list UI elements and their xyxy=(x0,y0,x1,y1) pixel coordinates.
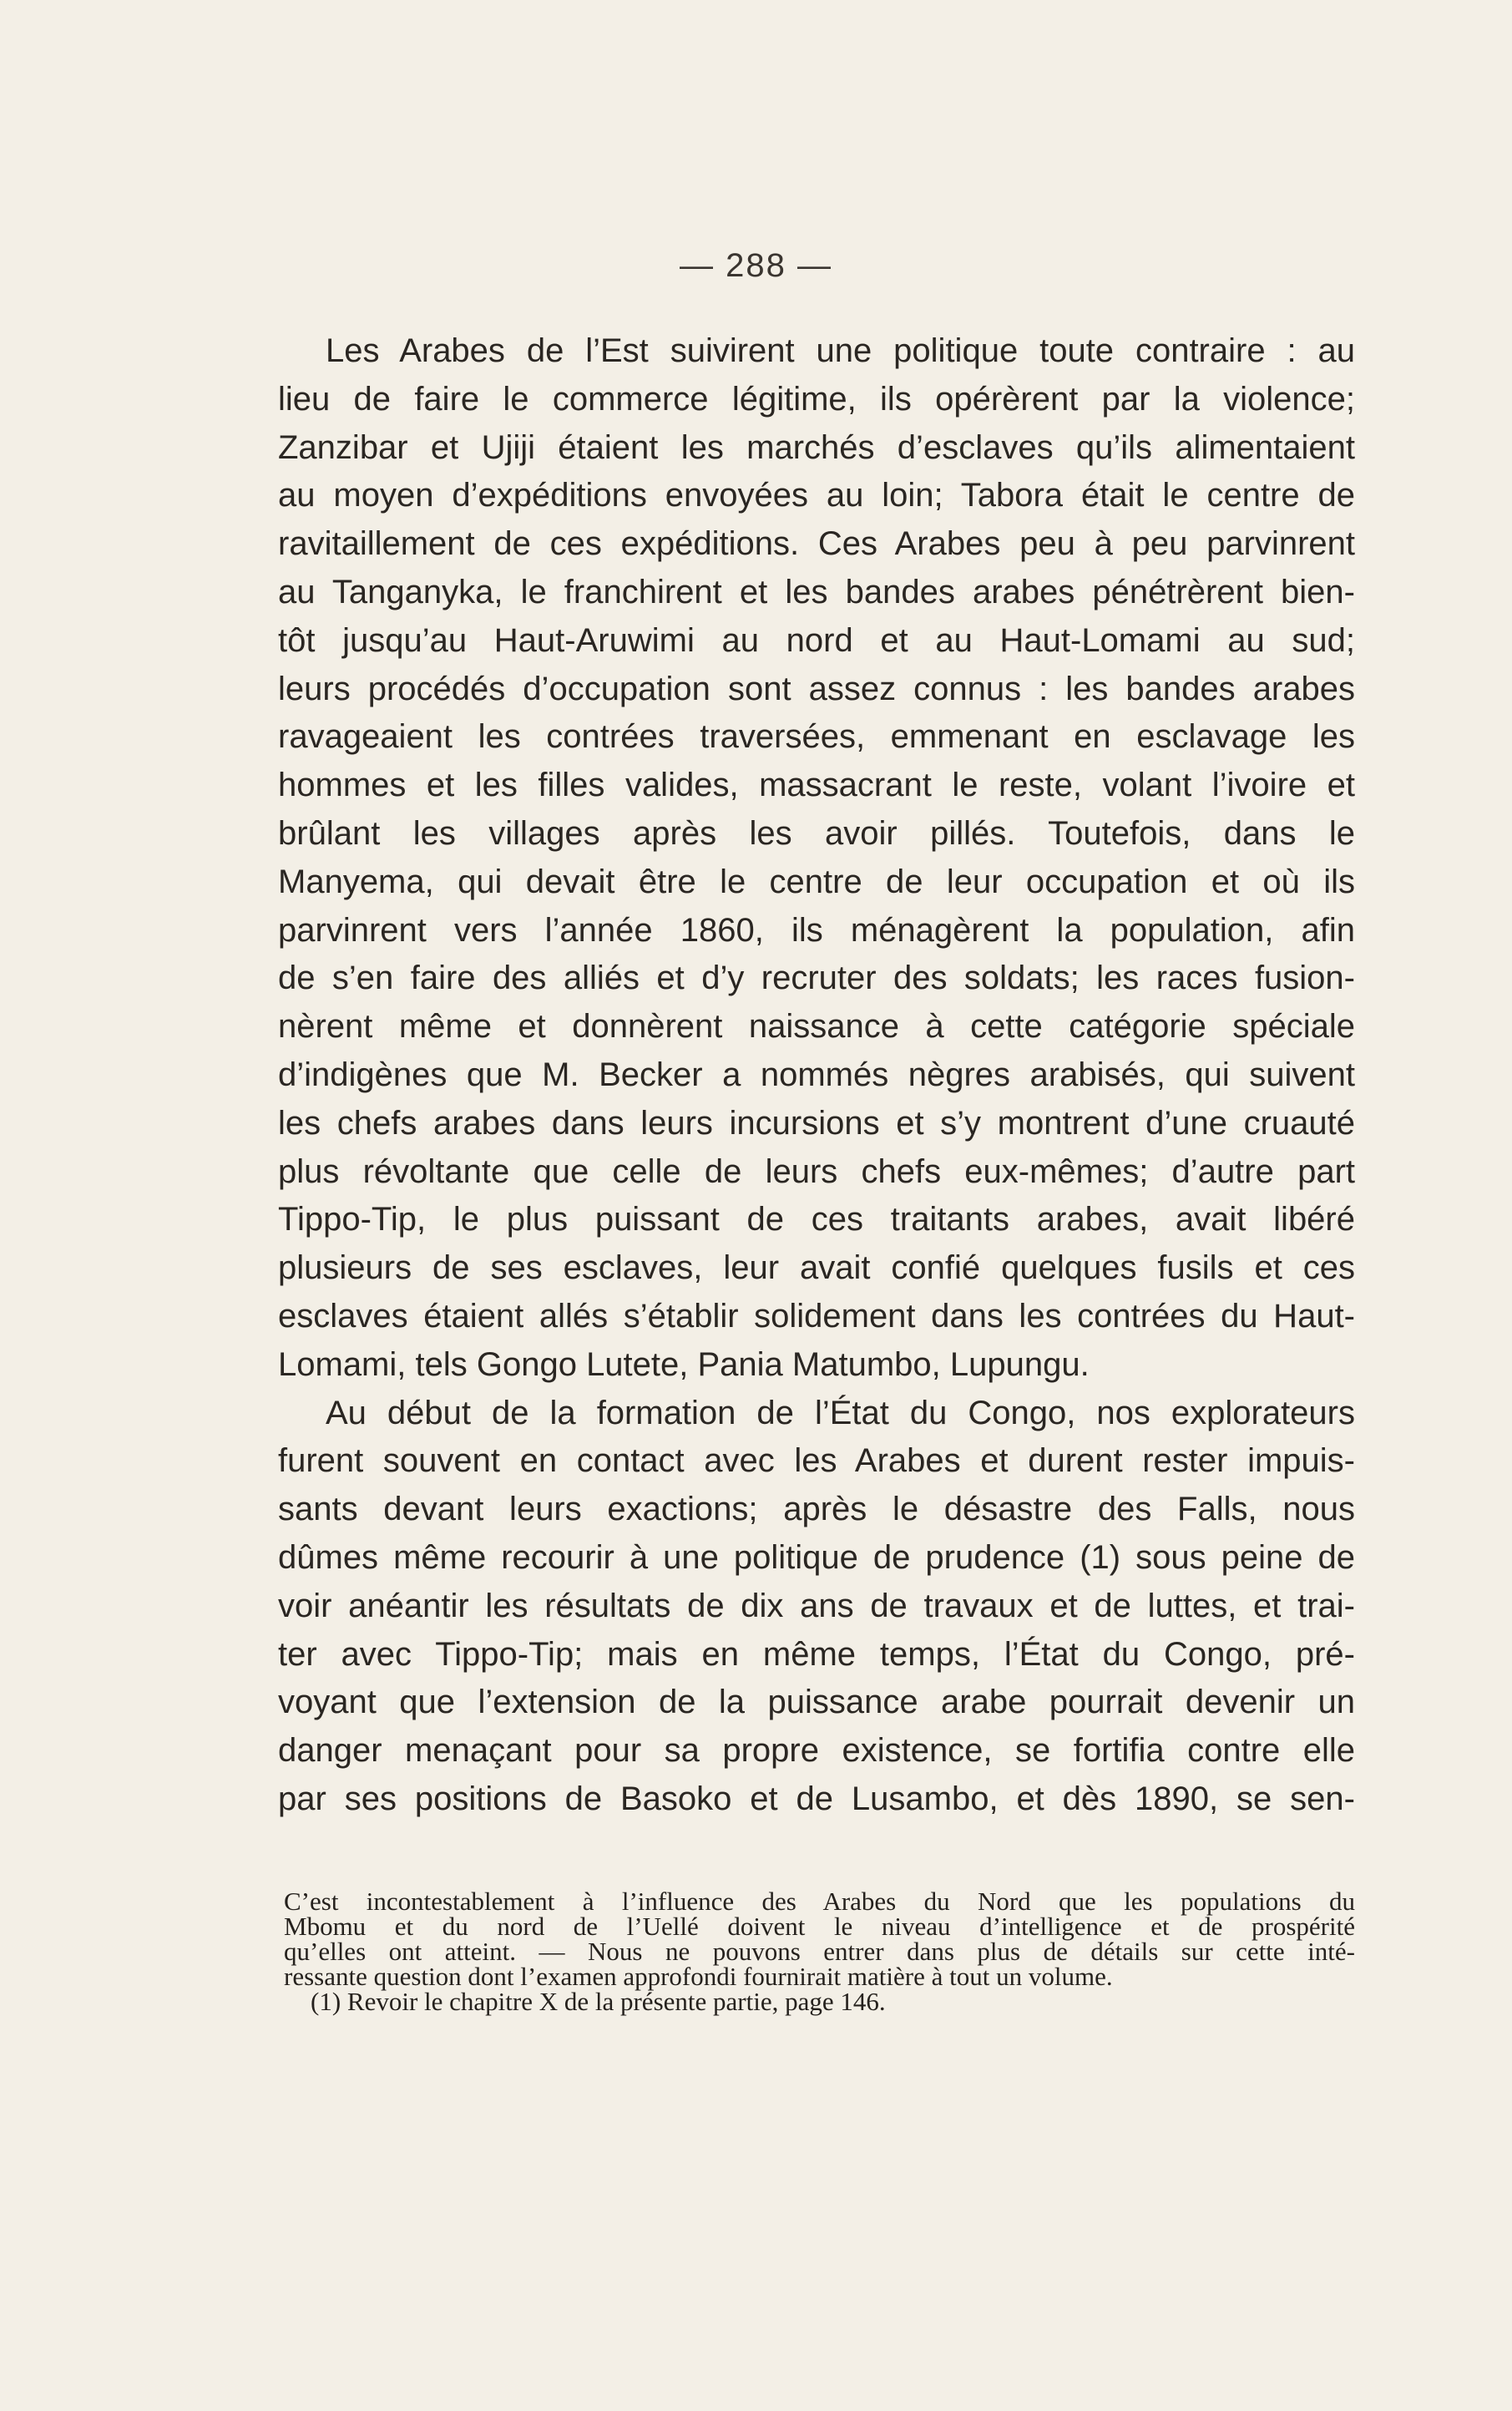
paragraph xyxy=(278,1390,1355,1824)
text-line: au Tanganyka, le franchirent et les bandes arabes pénétrèrent bien- xyxy=(278,573,1355,610)
text-line: brûlant les villages après les avoir pillés. Toutefois, dans le xyxy=(278,814,1355,852)
footnote-1 xyxy=(284,1989,1355,2014)
text-line: dûmes même recourir à une politique de prudence (1) sous peine de xyxy=(278,1538,1355,1576)
text-line: ter avec Tippo-Tip; mais en même temps, l’État du Congo, pré- xyxy=(278,1635,1355,1673)
text-line: Manyema, qui devait être le centre de leur occupation et où ils xyxy=(278,863,1355,900)
footnote-line: (1) Revoir le chapitre X de la présente partie, page 146. xyxy=(311,1987,886,2016)
text-line: Tippo-Tip, le plus puissant de ces traitants arabes, avait libéré xyxy=(278,1201,1355,1238)
footnote-line: Mbomu et du nord de l’Uellé doivent le niveau d’intelligence et de prospérité xyxy=(284,1912,1355,1941)
footnote-line: ressante question dont l’examen approfondi fournirait matière à tout un volume. xyxy=(284,1962,1113,1991)
text-line: lieu de faire le commerce légitime, ils opérèrent par la violence; xyxy=(278,380,1355,418)
text-line: Zanzibar et Ujiji étaient les marchés d’esclaves qu’ils alimentaient xyxy=(278,428,1355,466)
footnote-continued xyxy=(284,1889,1355,1989)
text-line: Au début de la formation de l’État du Congo, nos explorateurs xyxy=(326,1394,1355,1431)
text-line: leurs procédés d’occupation sont assez connus : les bandes arabes xyxy=(278,670,1355,707)
footnotes xyxy=(284,1889,1355,2014)
text-line: voyant que l’extension de la puissance arabe pourrait devenir un xyxy=(278,1684,1355,1721)
page-number: — 288 — xyxy=(680,247,832,284)
text-line: esclaves étaient allés s’établir solidement dans les contrées du Haut- xyxy=(278,1297,1355,1335)
text-line: plusieurs de ses esclaves, leur avait confié quelques fusils et ces xyxy=(278,1249,1355,1287)
text-line: voir anéantir les résultats de dix ans de travaux et de luttes, et trai- xyxy=(278,1587,1355,1624)
text-line: de s’en faire des alliés et d’y recruter des soldats; les races fusion- xyxy=(278,960,1355,997)
text-line: furent souvent en contact avec les Arabes et durent rester impuis- xyxy=(278,1442,1355,1480)
text-line: sants devant leurs exactions; après le désastre des Falls, nous xyxy=(278,1491,1355,1528)
text-line: Lomami, tels Gongo Lutete, Pania Matumbo, Lupungu. xyxy=(278,1345,1090,1383)
text-line: nèrent même et donnèrent naissance à cette catégorie spéciale xyxy=(278,1008,1355,1046)
text-line: plus révoltante que celle de leurs chefs eux-mêmes; d’autre part xyxy=(278,1152,1355,1190)
footnote-line: C’est incontestablement à l’influence des Arabes du Nord que les populations du xyxy=(284,1887,1355,1916)
text-line: danger menaçant pour sa propre existence, se fortifia contre elle xyxy=(278,1732,1355,1770)
text-line: tôt jusqu’au Haut-Aruwimi au nord et au Haut-Lomami au sud; xyxy=(278,621,1355,659)
text-line: ravageaient les contrées traversées, emmenant en esclavage les xyxy=(278,718,1355,756)
footnote-line: qu’elles ont atteint. — Nous ne pouvons entrer dans plus de détails sur cette inté- xyxy=(284,1937,1355,1966)
text-line: au moyen d’expéditions envoyées au loin; Tabora était le centre de xyxy=(278,477,1355,514)
text-line: parvinrent vers l’année 1860, ils ménagèrent la population, afin xyxy=(278,911,1355,949)
text-line: d’indigènes que M. Becker a nommés nègres arabisés, qui suivent xyxy=(278,1056,1355,1093)
text-line: par ses positions de Basoko et de Lusambo, et dès 1890, se sen- xyxy=(278,1780,1355,1817)
text-line: Les Arabes de l’Est suivirent une politique toute contraire : au xyxy=(326,332,1355,369)
text-line: ravitaillement de ces expéditions. Ces Arabes peu à peu parvinrent xyxy=(278,525,1355,563)
paragraph xyxy=(278,327,1355,1390)
text-line: hommes et les filles valides, massacrant le reste, volant l’ivoire et xyxy=(278,767,1355,804)
text-line: les chefs arabes dans leurs incursions et s’y montrent d’une cruauté xyxy=(278,1104,1355,1142)
main-text xyxy=(278,327,1355,1824)
